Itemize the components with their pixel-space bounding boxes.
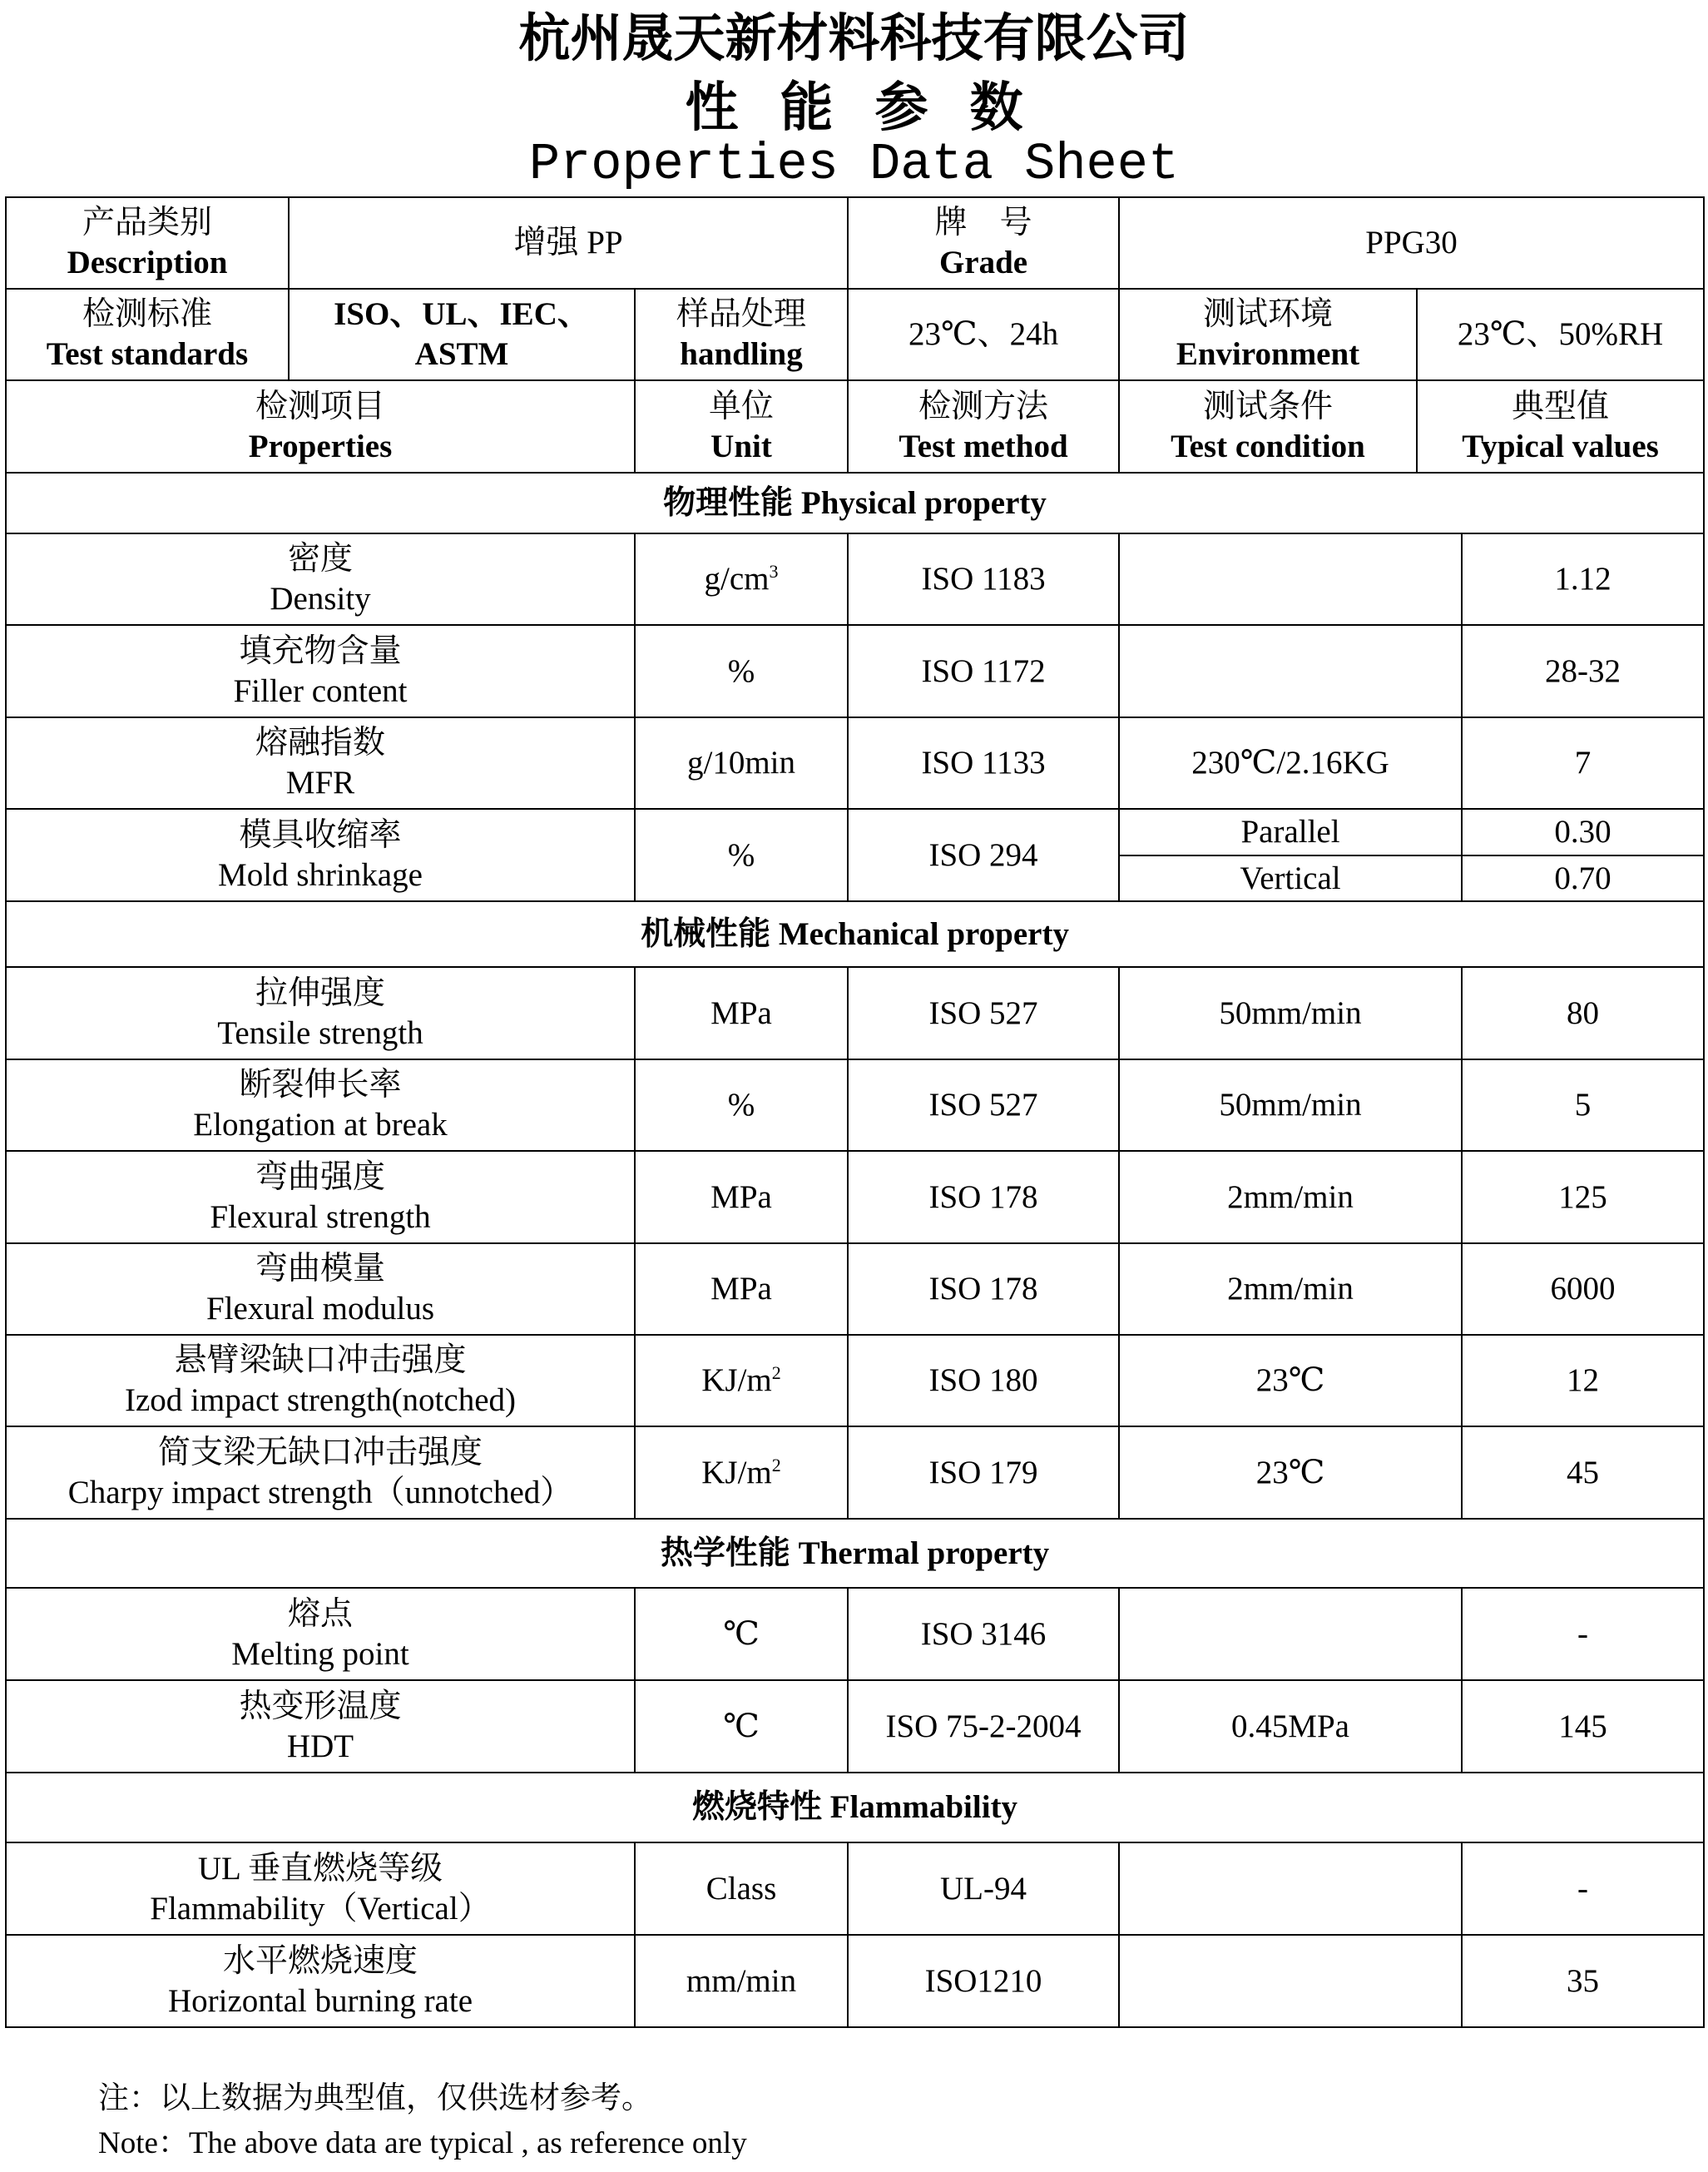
- value-cell: 6000: [1462, 1243, 1704, 1335]
- row-flexural-strength: [6, 1151, 1704, 1243]
- method-cell: ISO 1172: [848, 625, 1119, 717]
- grade-label: 牌 号 Grade: [848, 197, 1119, 289]
- value-cell: -: [1462, 1842, 1704, 1935]
- method-cell: ISO 3146: [848, 1588, 1119, 1680]
- standards-label: 检测标准 Test standards: [6, 289, 289, 380]
- property-name: 简支梁无缺口冲击强度 Charpy impact strength（unnotched）: [6, 1426, 635, 1519]
- company-name: 杭州晟天新材料科技有限公司: [518, 7, 1190, 68]
- row-horizontal-burning: [6, 1935, 1704, 2027]
- unit-cell: g/10min: [635, 717, 848, 809]
- property-name: 悬臂梁缺口冲击强度 Izod impact strength(notched): [6, 1335, 635, 1426]
- method-cell: ISO 75-2-2004: [848, 1680, 1119, 1773]
- col-method: 检测方法 Test method: [848, 380, 1119, 473]
- col-properties: 检测项目 Properties: [6, 380, 635, 473]
- row-hdt: [6, 1680, 1704, 1773]
- condition-cell: 230℃/2.16KG: [1119, 717, 1462, 809]
- property-name: 热变形温度 HDT: [6, 1680, 635, 1773]
- condition-cell: 2mm/min: [1119, 1243, 1462, 1335]
- row-mfr: [6, 717, 1704, 809]
- unit-cell: %: [635, 1059, 848, 1151]
- row-elongation: [6, 1059, 1704, 1151]
- value-cell: 45: [1462, 1426, 1704, 1519]
- condition-cell-vertical: Vertical: [1119, 855, 1462, 901]
- standards-value: ISO、UL、IEC、 ASTM: [289, 289, 635, 380]
- property-name: 水平燃烧速度 Horizontal burning rate: [6, 1935, 635, 2027]
- method-cell: ISO 294: [848, 809, 1119, 901]
- unit-cell: %: [635, 809, 848, 901]
- condition-cell: 50mm/min: [1119, 967, 1462, 1059]
- value-cell: 145: [1462, 1680, 1704, 1773]
- method-cell: ISO1210: [848, 1935, 1119, 2027]
- property-name: 拉伸强度 Tensile strength: [6, 967, 635, 1059]
- value-cell-vertical: 0.70: [1462, 855, 1704, 901]
- note-cn: 注：以上数据为典型值，仅供选材参考。: [98, 2081, 652, 2115]
- method-cell: ISO 179: [848, 1426, 1119, 1519]
- unit-cell: $g/cm^3$: [635, 533, 848, 625]
- row-izod: [6, 1335, 1704, 1426]
- row-density: [6, 533, 1704, 625]
- sheet-title-en: Properties Data Sheet: [528, 135, 1180, 194]
- method-cell: ISO 178: [848, 1243, 1119, 1335]
- row-tensile: [6, 967, 1704, 1059]
- property-name: 熔融指数 MFR: [6, 717, 635, 809]
- condition-cell: 50mm/min: [1119, 1059, 1462, 1151]
- method-cell: UL-94: [848, 1842, 1119, 1935]
- value-cell-parallel: 0.30: [1462, 809, 1704, 855]
- method-cell: ISO 180: [848, 1335, 1119, 1426]
- handling-value: 23℃、24h: [848, 289, 1119, 380]
- condition-cell-parallel: Parallel: [1119, 809, 1462, 855]
- condition-cell: [1119, 625, 1462, 717]
- method-cell: ISO 527: [848, 967, 1119, 1059]
- unit-cell: mm/min: [635, 1935, 848, 2027]
- property-name: UL 垂直燃烧等级 Flammability（Vertical）: [6, 1842, 635, 1935]
- row-filler: [6, 625, 1704, 717]
- condition-cell: 23℃: [1119, 1426, 1462, 1519]
- property-name: 密度 Density: [6, 533, 635, 625]
- condition-cell: [1119, 1935, 1462, 2027]
- condition-cell: [1119, 1842, 1462, 1935]
- value-cell: 5: [1462, 1059, 1704, 1151]
- method-cell: ISO 527: [848, 1059, 1119, 1151]
- properties-table: [5, 196, 1705, 2028]
- condition-cell: 2mm/min: [1119, 1151, 1462, 1243]
- value-cell: 1.12: [1462, 533, 1704, 625]
- col-unit: 单位 Unit: [635, 380, 848, 473]
- unit-cell: %: [635, 625, 848, 717]
- property-name: 弯曲强度 Flexural strength: [6, 1151, 635, 1243]
- value-cell: 7: [1462, 717, 1704, 809]
- environment-value: 23℃、50%RH: [1417, 289, 1704, 380]
- unit-cell: MPa: [635, 1243, 848, 1335]
- section-flammability: [6, 1773, 1704, 1842]
- method-cell: ISO 178: [848, 1151, 1119, 1243]
- section-title: 燃烧特性 Flammability: [6, 1773, 1704, 1842]
- unit-cell: MPa: [635, 1151, 848, 1243]
- environment-label: 测试环境 Environment: [1119, 289, 1417, 380]
- row-flexural-modulus: [6, 1243, 1704, 1335]
- unit-cell: $KJ/m^2$: [635, 1426, 848, 1519]
- row-melting-point: [6, 1588, 1704, 1680]
- column-header-row: [6, 380, 1704, 473]
- grade-value: PPG30: [1119, 197, 1704, 289]
- unit-cell: ℃: [635, 1680, 848, 1773]
- unit-cell: MPa: [635, 967, 848, 1059]
- section-title: 机械性能 Mechanical property: [6, 901, 1704, 967]
- unit-cell: $KJ/m^2$: [635, 1335, 848, 1426]
- condition-cell: [1119, 1588, 1462, 1680]
- section-mechanical: [6, 901, 1704, 967]
- col-typical: 典型值 Typical values: [1417, 380, 1704, 473]
- section-thermal: [6, 1519, 1704, 1588]
- section-title: 热学性能 Thermal property: [6, 1519, 1704, 1588]
- value-cell: 125: [1462, 1151, 1704, 1243]
- section-title: 物理性能 Physical property: [6, 473, 1704, 533]
- info-row-description: [6, 197, 1704, 289]
- row-charpy: [6, 1426, 1704, 1519]
- row-shrinkage: [6, 809, 1704, 855]
- unit-cell: ℃: [635, 1588, 848, 1680]
- info-row-standards: [6, 289, 1704, 380]
- property-name: 模具收缩率 Mold shrinkage: [6, 809, 635, 901]
- description-label: 产品类别 Description: [6, 197, 289, 289]
- method-cell: ISO 1133: [848, 717, 1119, 809]
- value-cell: -: [1462, 1588, 1704, 1680]
- condition-cell: 0.45MPa: [1119, 1680, 1462, 1773]
- description-value: 增强 PP: [289, 197, 848, 289]
- unit-cell: Class: [635, 1842, 848, 1935]
- row-ul94: [6, 1842, 1704, 1935]
- section-physical: [6, 473, 1704, 533]
- value-cell: 12: [1462, 1335, 1704, 1426]
- note-en: Note：The above data are typical , as reference only: [98, 2126, 747, 2160]
- value-cell: 28-32: [1462, 625, 1704, 717]
- condition-cell: [1119, 533, 1462, 625]
- value-cell: 35: [1462, 1935, 1704, 2027]
- col-condition: 测试条件 Test condition: [1119, 380, 1417, 473]
- property-name: 熔点 Melting point: [6, 1588, 635, 1680]
- property-name: 弯曲模量 Flexural modulus: [6, 1243, 635, 1335]
- property-name: 断裂伸长率 Elongation at break: [6, 1059, 635, 1151]
- method-cell: ISO 1183: [848, 533, 1119, 625]
- handling-label: 样品处理 handling: [635, 289, 848, 380]
- condition-cell: 23℃: [1119, 1335, 1462, 1426]
- value-cell: 80: [1462, 967, 1704, 1059]
- sheet-subtitle: 性能参数: [685, 77, 1065, 139]
- property-name: 填充物含量 Filler content: [6, 625, 635, 717]
